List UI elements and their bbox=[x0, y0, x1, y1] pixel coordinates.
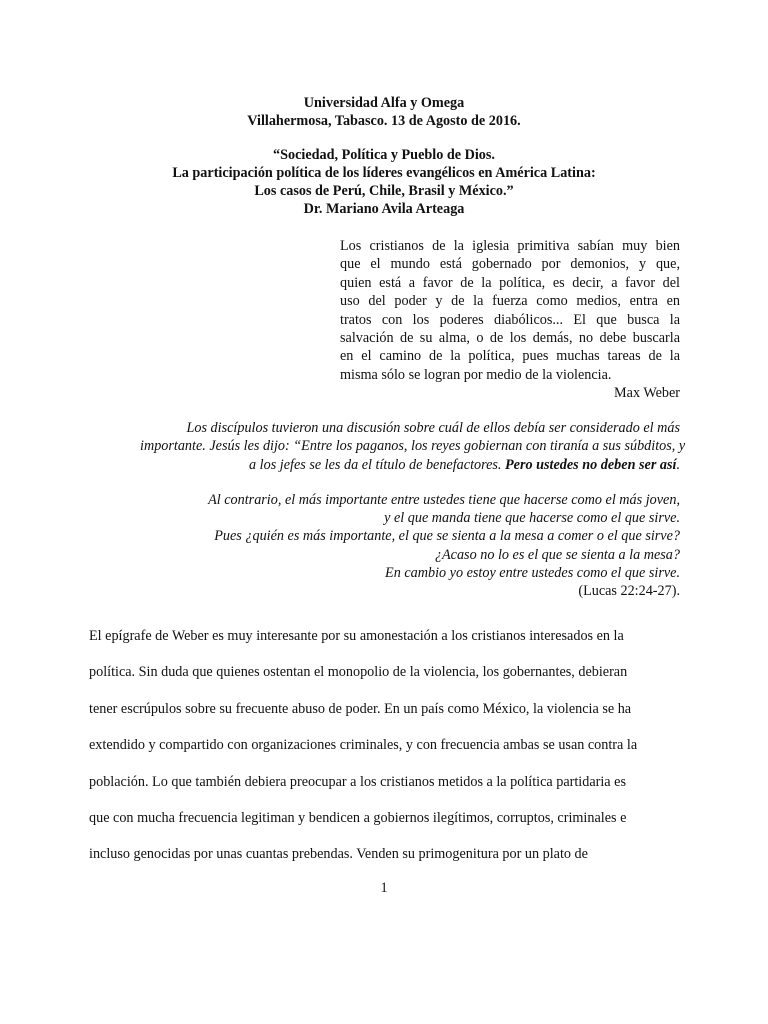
scripture-text: a los jefes se les da el título de benefactores. bbox=[249, 456, 506, 473]
scripture-quote-paragraph-1 bbox=[140, 419, 686, 474]
epigraph-attribution: Max Weber bbox=[614, 385, 680, 402]
body-line: El epígrafe de Weber es muy interesante por su amonestación a los cristianos interesados en la bbox=[89, 628, 624, 644]
epigraph-line: misma sólo se logran por medio de la violencia. bbox=[340, 366, 612, 383]
epigraph-line: que el mundo está gobernado por demonios, y que, bbox=[340, 256, 680, 273]
epigraph-line: quien está a favor de la política, es decir, a favor del bbox=[340, 274, 680, 291]
document-header bbox=[0, 94, 768, 130]
page-number: 1 bbox=[380, 880, 388, 896]
title-line-3: Los casos de Perú, Chile, Brasil y México.” bbox=[254, 183, 514, 199]
epigraph-line: Los cristianos de la iglesia primitiva sabían muy bien bbox=[340, 238, 680, 254]
place-and-date: Villahermosa, Tabasco. 13 de Agosto de 2016. bbox=[247, 113, 521, 129]
university-name: Universidad Alfa y Omega bbox=[303, 95, 465, 111]
epigraph-line: en el camino de la política, pues muchas tareas de la bbox=[340, 348, 680, 365]
scripture-reference: (Lucas 22:24-27). bbox=[578, 583, 680, 600]
scripture-line: y el que manda tiene que hacerse como el que sirve. bbox=[384, 510, 680, 527]
body-line: que con mucha frecuencia legitiman y bendicen a gobiernos ilegítimos, corruptos, criminales e bbox=[89, 810, 627, 827]
epigraph-line: tratos con los poderes diabólicos... El que busca la bbox=[340, 311, 680, 328]
body-line: política. Sin duda que quienes ostentan el monopolio de la violencia, los gobernantes, debieran bbox=[89, 664, 628, 681]
scripture-line: ¿Acaso no lo es el que se sienta a la mesa? bbox=[434, 546, 680, 563]
scripture-quote-paragraph-2 bbox=[120, 491, 680, 600]
body-line: extendido y compartido con organizaciones criminales, y con frecuencia ambas se usan contra la bbox=[89, 737, 638, 754]
scripture-emphasis: Pero ustedes no deben ser así bbox=[505, 456, 677, 473]
title-line-2: La participación política de los líderes evangélicos en América Latina: bbox=[172, 165, 596, 181]
epigraph-line: uso del poder y de la fuerza como medios, entra en bbox=[340, 293, 680, 310]
title-line-1: “Sociedad, Política y Pueblo de Dios. bbox=[273, 147, 495, 163]
scripture-period: . bbox=[676, 456, 680, 473]
body-line: población. Lo que también debiera preocupar a los cristianos metidos a la política partidaria es bbox=[89, 773, 626, 790]
body-line: incluso genocidas por unas cuantas prebendas. Venden su primogenitura por un plato de bbox=[89, 846, 588, 863]
scripture-line: En cambio yo estoy entre ustedes como el que sirve. bbox=[385, 564, 680, 581]
scripture-line bbox=[140, 456, 680, 474]
document-title-block bbox=[0, 146, 768, 218]
body-paragraph bbox=[89, 618, 681, 873]
body-line: tener escrúpulos sobre su frecuente abuso de poder. En un país como México, la violencia se ha bbox=[89, 700, 632, 717]
scripture-line: Los discípulos tuvieron una discusión sobre cuál de ellos debía ser considerado el más bbox=[186, 420, 680, 436]
epigraph-line: salvación de su alma, o de los demás, no debe buscarla bbox=[340, 330, 680, 347]
author-name: Dr. Mariano Avila Arteaga bbox=[303, 201, 465, 217]
scripture-line: Al contrario, el más importante entre ustedes tiene que hacerse como el más joven, bbox=[208, 492, 680, 508]
scripture-line: importante. Jesús les dijo: “Entre los paganos, los reyes gobiernan con tiranía a sus súbditos, y bbox=[140, 438, 686, 455]
scripture-line: Pues ¿quién es más importante, el que se sienta a la mesa a comer o el que sirve? bbox=[214, 528, 680, 545]
weber-epigraph bbox=[340, 237, 680, 403]
